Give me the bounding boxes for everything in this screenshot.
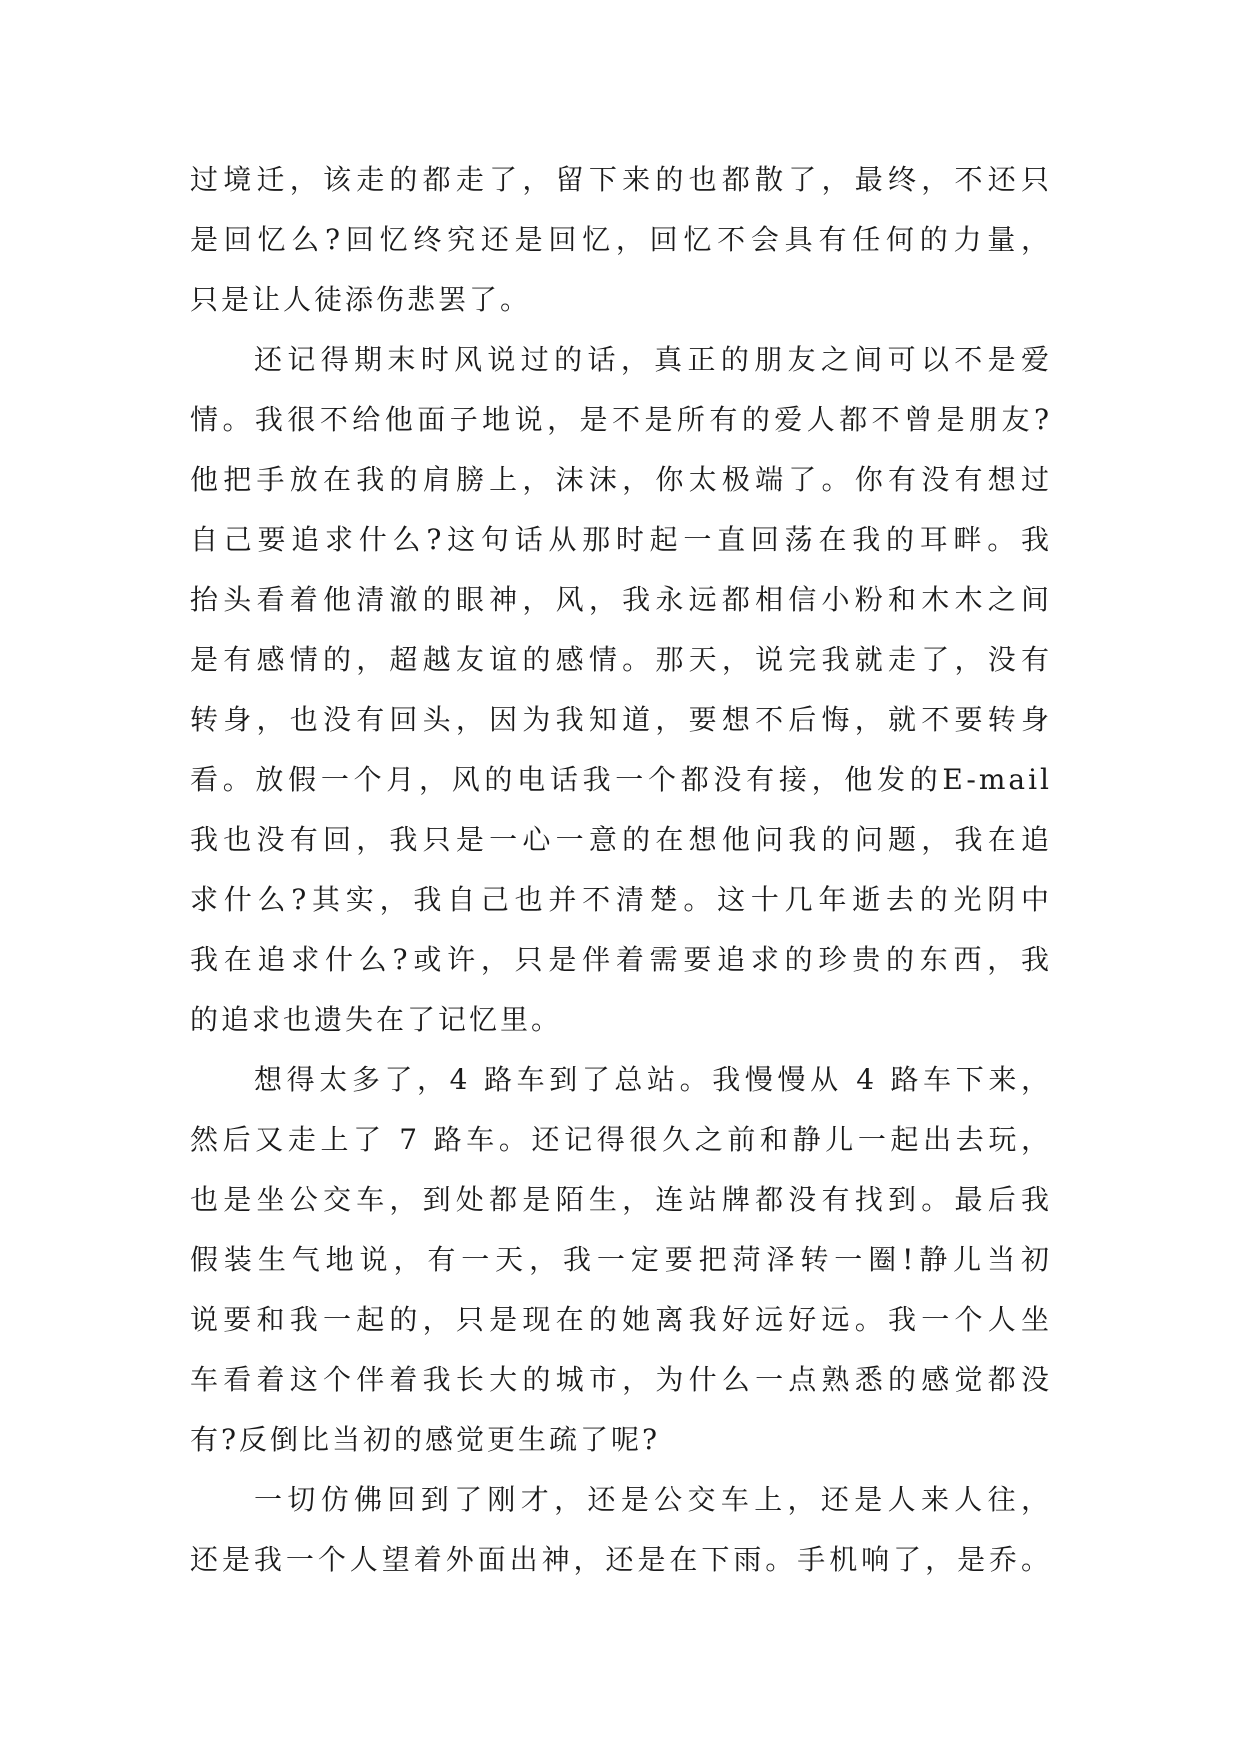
text-line: 还记得期末时风说过的话，真正的朋友之间可以不是爱	[254, 343, 1052, 376]
body-text	[190, 150, 1052, 1590]
text-line: 是回忆么?回忆终究还是回忆，回忆不会具有任何的力量，	[190, 223, 1052, 256]
text-line: 我也没有回，我只是一心一意的在想他问我的问题，我在追	[190, 823, 1052, 856]
text-line: 说要和我一起的，只是现在的她离我好远好远。我一个人坐	[190, 1303, 1052, 1336]
text-line: 的追求也遗失在了记忆里。	[190, 1003, 563, 1036]
text-line: 一切仿佛回到了刚才，还是公交车上，还是人来人往，	[254, 1483, 1052, 1516]
text-line: 过境迁，该走的都走了，留下来的也都散了，最终，不还只	[190, 163, 1052, 196]
text-line: 假装生气地说，有一天，我一定要把菏泽转一圈!静儿当初	[190, 1243, 1052, 1276]
text-line: 是有感情的，超越友谊的感情。那天，说完我就走了，没有	[190, 643, 1052, 676]
text-line: 然后又走上了 7 路车。还记得很久之前和静儿一起出去玩，	[190, 1123, 1052, 1156]
text-line: 抬头看着他清澈的眼神，风，我永远都相信小粉和木木之间	[190, 583, 1052, 616]
text-line: 车看着这个伴着我长大的城市，为什么一点熟悉的感觉都没	[190, 1363, 1052, 1396]
text-line: 还是我一个人望着外面出神，还是在下雨。手机响了，是乔。	[190, 1543, 1052, 1576]
text-line: 求什么?其实，我自己也并不清楚。这十几年逝去的光阴中	[190, 883, 1052, 916]
text-line: 看。放假一个月，风的电话我一个都没有接，他发的E-mail	[190, 763, 1052, 796]
text-line: 他把手放在我的肩膀上，沫沫，你太极端了。你有没有想过	[190, 463, 1052, 496]
text-line: 想得太多了，4 路车到了总站。我慢慢从 4 路车下来，	[254, 1063, 1052, 1096]
text-line: 我在追求什么?或许，只是伴着需要追求的珍贵的东西，我	[190, 943, 1052, 976]
text-line: 情。我很不给他面子地说，是不是所有的爱人都不曾是朋友?	[190, 403, 1052, 436]
text-line: 转身，也没有回头，因为我知道，要想不后悔，就不要转身	[190, 703, 1052, 736]
text-line: 自己要追求什么?这句话从那时起一直回荡在我的耳畔。我	[190, 523, 1052, 556]
text-line: 有?反倒比当初的感觉更生疏了呢?	[190, 1423, 661, 1456]
text-line: 也是坐公交车，到处都是陌生，连站牌都没有找到。最后我	[190, 1183, 1052, 1216]
text-line: 只是让人徒添伤悲罢了。	[190, 283, 532, 316]
